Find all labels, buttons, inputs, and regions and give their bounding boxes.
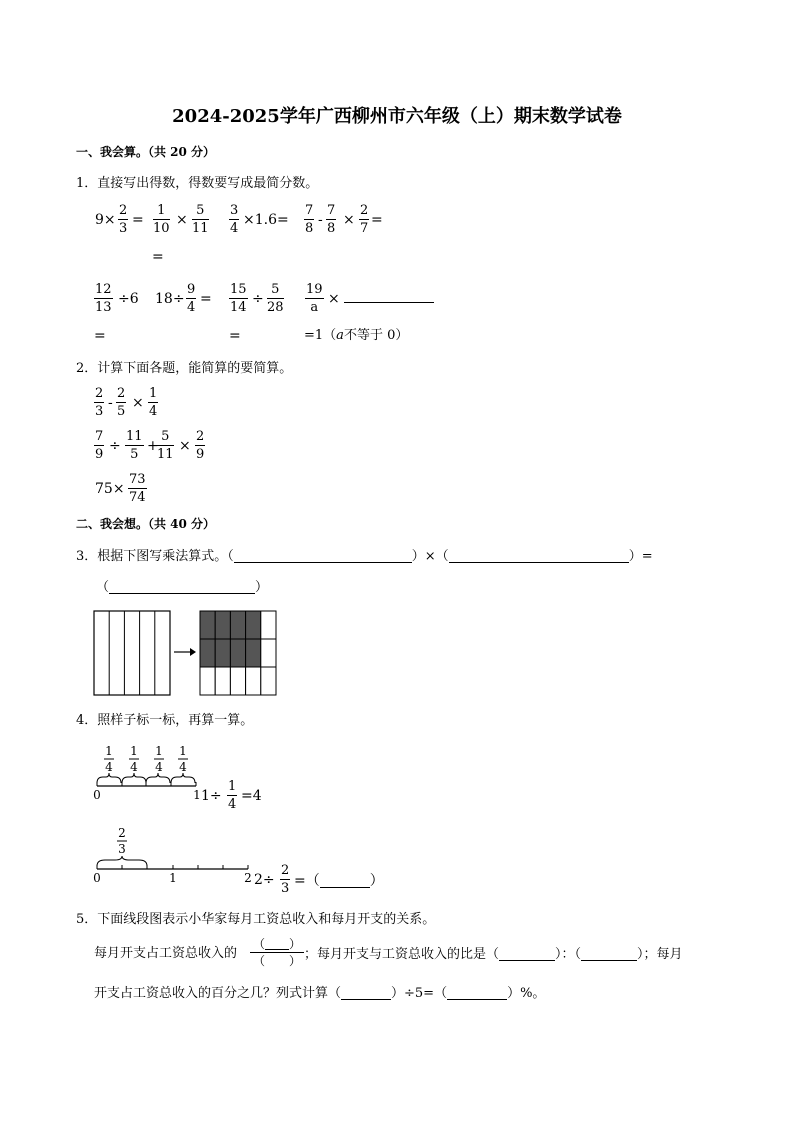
q4-line2-eq-frac: $\frac{2}{3}$ xyxy=(281,863,290,896)
q5-blank-ratio2[interactable] xyxy=(581,947,637,961)
q2-e1-frac1: $\frac{2}{3}$ xyxy=(95,386,104,419)
grid-cell xyxy=(230,667,245,695)
svg-text:3: 3 xyxy=(118,842,126,856)
q1-r2-e3-op: ÷ xyxy=(252,291,264,307)
q2-e3-frac: $\frac{73}{74}$ xyxy=(129,472,146,505)
q4-line1-start: 0 xyxy=(93,788,101,802)
q1-prompt: 1．直接写出得数，得数要写成最简分数。 xyxy=(76,176,319,191)
q4-prompt: 4．照样子标一标，再算一算。 xyxy=(76,713,254,728)
q1-r2-e1-post: ÷6 xyxy=(118,291,139,307)
q5-prompt: 5．下面线段图表示小华家每月工资总收入和每月开支的关系。 xyxy=(76,912,436,927)
q1-r1-e1-frac: $\frac{2}{3}$ xyxy=(119,203,128,236)
q4-line2-mid: 1 xyxy=(169,871,177,885)
grid-cell xyxy=(261,667,276,695)
arrow-icon xyxy=(174,648,196,656)
q3-diagram xyxy=(92,608,282,698)
page-title: 2024-2025学年广西柳州市六年级（上）期末数学试卷 xyxy=(172,106,622,127)
svg-text:1: 1 xyxy=(179,744,187,758)
q1-r1-e2-eq: = xyxy=(152,249,164,265)
q2-e2-op3: × xyxy=(179,438,191,454)
grid-cell-shaded xyxy=(230,611,245,639)
q1-r1-e2-frac2: $\frac{5}{11}$ xyxy=(192,203,209,236)
grid-cell xyxy=(215,667,230,695)
q1-r1-e4-eq: = xyxy=(371,212,383,228)
svg-text:1: 1 xyxy=(130,744,138,758)
q3-left-rect xyxy=(94,611,170,695)
q1-r2-e4-blank[interactable] xyxy=(344,302,434,303)
q5-line2: 开支占工资总收入的百分之几？列式计算（ ）÷5=（ ）%。 xyxy=(94,986,546,1001)
q2-e2-op2: + xyxy=(147,438,159,454)
grid-cell xyxy=(246,667,261,695)
q1-r2-e4-condition: =1（a不等于 0） xyxy=(304,328,409,343)
q1-r1-e3-frac: $\frac{3}{4}$ xyxy=(230,203,239,236)
q1-r1-e4-frac3: $\frac{2}{7}$ xyxy=(360,203,369,236)
q3-line: 3．根据下图写乘法算式。（ ）×（ ）= xyxy=(76,549,653,564)
q5-blank-calc[interactable] xyxy=(341,986,391,1000)
q4-line2-eq: =（ ） xyxy=(294,873,384,889)
q2-e2-frac1: $\frac{7}{9}$ xyxy=(95,429,104,462)
q4-line2-label xyxy=(117,826,127,856)
q1-r1-e2-op: × xyxy=(176,212,188,228)
q1-r2-e4-op: × xyxy=(328,291,340,307)
q5-blank-ratio1[interactable] xyxy=(499,947,555,961)
q1-r2-e1-eq: = xyxy=(94,328,106,344)
svg-text:4: 4 xyxy=(130,760,138,774)
q2-e2-frac3: $\frac{5}{11}$ xyxy=(157,429,174,462)
q1-r2-e3-frac2: $\frac{5}{28}$ xyxy=(267,282,284,315)
q2-e2-op1: ÷ xyxy=(109,438,121,454)
q4-line1-eq-post: =4 xyxy=(241,788,262,804)
q1-r1-e4-op1: - xyxy=(318,212,323,228)
q4-line1-label xyxy=(104,744,188,774)
q2-e1-frac3: $\frac{1}{4}$ xyxy=(149,386,158,419)
q1-r1-e2-frac1: $\frac{1}{10}$ xyxy=(153,203,170,236)
q1-r2-e4-frac: $\frac{19}{a}$ xyxy=(306,282,323,315)
grid-cell-shaded xyxy=(230,639,245,667)
q5-fraction-blank[interactable]: （ ） （ ） xyxy=(250,937,304,967)
q4-line1-end: 1 xyxy=(193,788,201,802)
q3-right-grid xyxy=(200,611,276,695)
q5-line1: 每月开支占工资总收入的 xyxy=(94,946,238,961)
q1-r2-e2-frac: $\frac{9}{4}$ xyxy=(187,282,196,315)
q1-r2-e2-pre: 18÷ xyxy=(155,291,185,307)
svg-text:4: 4 xyxy=(105,760,113,774)
svg-text:1: 1 xyxy=(105,744,113,758)
grid-cell-shaded xyxy=(200,611,215,639)
q2-e2-frac2: $\frac{11}{5}$ xyxy=(126,429,143,462)
grid-cell-shaded xyxy=(200,639,215,667)
section2-heading: 二、我会想。（共 40 分） xyxy=(76,517,216,531)
q3-blank2[interactable] xyxy=(449,549,629,563)
q4-line2-start: 0 xyxy=(93,871,101,885)
q5-blank-percent[interactable] xyxy=(447,986,507,1000)
svg-text:4: 4 xyxy=(179,760,187,774)
grid-cell xyxy=(200,667,215,695)
q1-r1-e3-post: ×1.6= xyxy=(243,212,289,228)
q4-line2-end: 2 xyxy=(244,871,252,885)
q1-r1-e4-op2: × xyxy=(343,212,355,228)
grid-cell-shaded xyxy=(246,611,261,639)
q4-line2-blank[interactable] xyxy=(320,873,370,888)
q1-r1-e4-frac1: $\frac{7}{8}$ xyxy=(305,203,314,236)
grid-cell xyxy=(261,639,276,667)
q3-blank1[interactable] xyxy=(234,549,412,563)
q1-r1-e1-eq: = xyxy=(132,212,144,228)
grid-cell-shaded xyxy=(215,639,230,667)
q3-blank3[interactable] xyxy=(109,580,255,594)
q1-r1-e1-pre: 9× xyxy=(95,212,116,228)
q4-numberline2 xyxy=(86,820,261,886)
svg-text:1: 1 xyxy=(155,744,163,758)
grid-cell-shaded xyxy=(246,639,261,667)
grid-cell-shaded xyxy=(215,611,230,639)
q1-r1-e4-frac2: $\frac{7}{8}$ xyxy=(327,203,336,236)
section1-heading: 一、我会算。（共 20 分） xyxy=(76,145,216,159)
q4-line1-eq-pre: 1÷ xyxy=(201,788,222,804)
q2-prompt: 2．计算下面各题，能简算的要简算。 xyxy=(76,361,293,376)
q2-e2-frac4: $\frac{2}{9}$ xyxy=(196,429,205,462)
q1-r2-e2-eq: = xyxy=(200,291,212,307)
q4-line2-eq-pre: 2÷ xyxy=(254,872,275,888)
svg-text:2: 2 xyxy=(118,826,126,840)
q2-e1-op1: - xyxy=(108,395,113,411)
q2-e1-frac2: $\frac{2}{5}$ xyxy=(117,386,126,419)
q2-e1-op2: × xyxy=(132,395,144,411)
q1-r2-e1-frac: $\frac{12}{13}$ xyxy=(95,282,112,315)
grid-cell xyxy=(261,611,276,639)
q2-e3-pre: 75× xyxy=(95,481,125,497)
q5-line1-rest: ；每月开支与工资总收入的比是（ ）：（ ）；每月 xyxy=(304,947,683,962)
q4-line1-eq-frac: $\frac{1}{4}$ xyxy=(228,779,237,812)
q1-r2-e3-frac1: $\frac{15}{14}$ xyxy=(230,282,247,315)
q1-r2-e3-eq: = xyxy=(229,328,241,344)
svg-text:4: 4 xyxy=(155,760,163,774)
q3-line2: （ ） xyxy=(96,580,269,595)
